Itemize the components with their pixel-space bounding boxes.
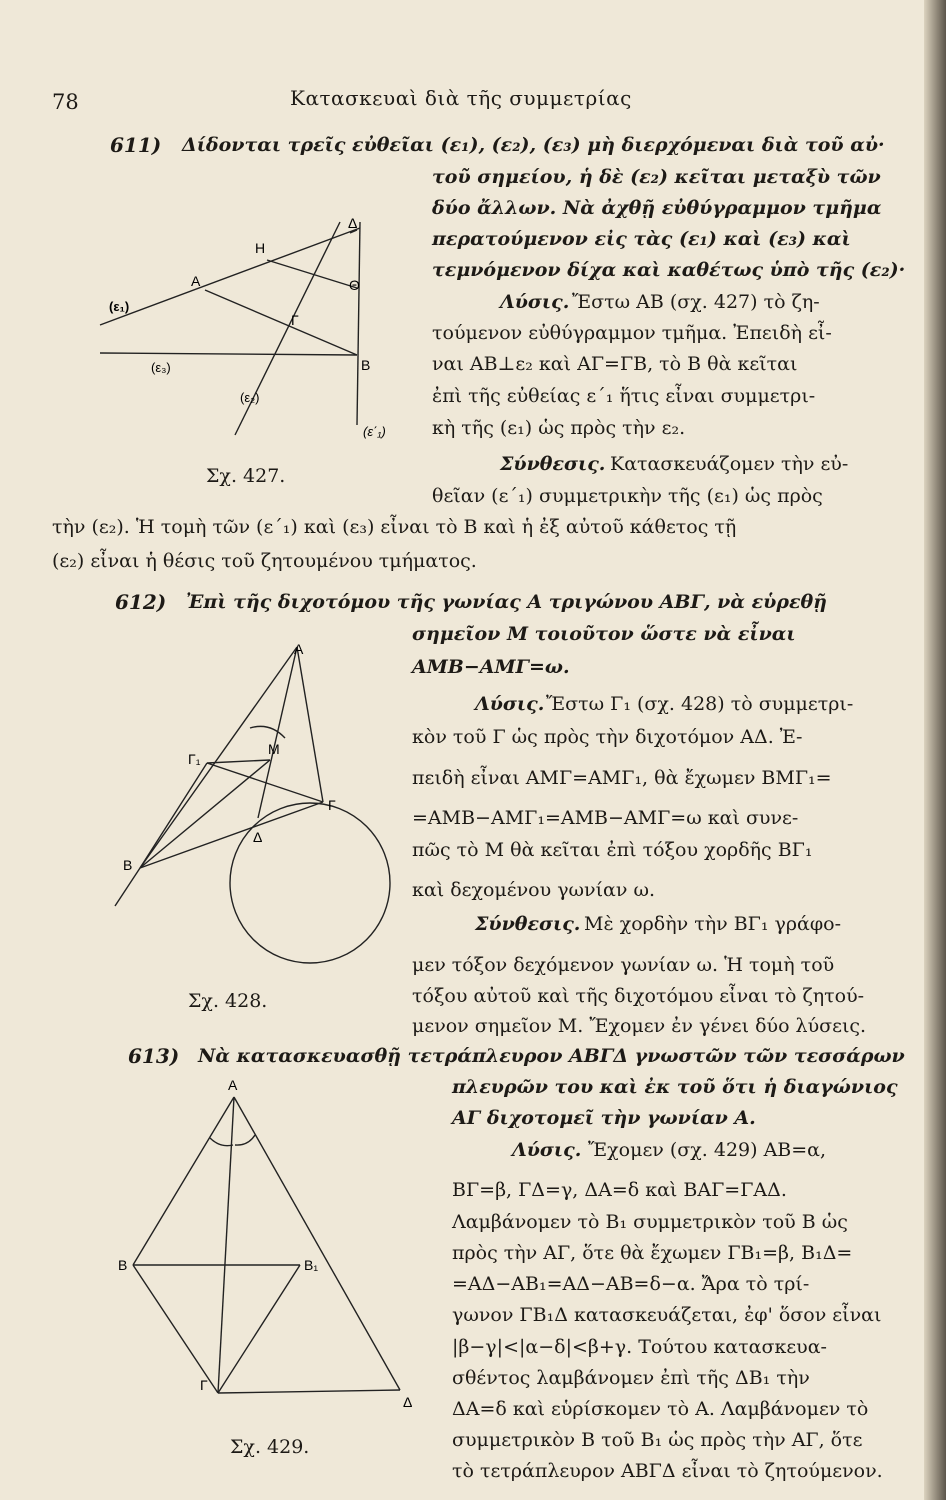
problem-612-solution-line-5: πῶς τὸ Μ θὰ κεῖται ἐπὶ τόξου χορδῆς ΒΓ₁ xyxy=(412,839,813,861)
problem-613-solution-line-6: γωνον ΓΒ₁Δ κατασκευάζεται, ἐφ' ὅσον εἶναι xyxy=(452,1304,882,1326)
fig428-label-G: Γ xyxy=(328,797,336,813)
problem-613-title-line-3: ΑΓ διχοτομεῖ τὴν γωνίαν Α. xyxy=(452,1107,756,1129)
fig427-label-e1-prime: (ε΄₁) xyxy=(363,424,386,439)
side-BG xyxy=(140,802,323,868)
problem-613-title-line-1: Νὰ κατασκευασθῇ τετράπλευρον ΑΒΓΔ γνωστῶν τῶν τεσσάρων xyxy=(198,1045,905,1067)
problem-613-number: 613) xyxy=(128,1044,180,1068)
problem-611-solution-line-5: κὴ τῆς (ε₁) ὡς πρὸς τὴν ε₂. xyxy=(432,417,686,439)
problem-613-solution-line-3: Λαμβάνομεν τὸ Β₁ συμμετρικὸν τοῦ Β ὡς xyxy=(452,1211,848,1233)
figure-428 xyxy=(110,630,405,995)
fig427-label-B: Β xyxy=(361,357,371,373)
page-edge-shadow xyxy=(924,0,946,1500)
problem-611-solution-line-4: ἐπὶ τῆς εὐθείας ε΄₁ ἥτις εἶναι συμμετρι- xyxy=(432,385,816,407)
problem-612-solution-line-3: πειδὴ εἶναι ΑΜΓ=ΑΜΓ₁, θὰ ἔχωμεν ΒΜΓ₁= xyxy=(412,767,832,789)
segment-H-Theta xyxy=(267,260,357,288)
problem-612-title-line-2: σημεῖον Μ τοιοῦτον ὥστε νὰ εἶναι xyxy=(412,623,796,645)
angle-arc-left xyxy=(210,1138,233,1146)
fig427-label-e1: (ε₁) xyxy=(109,299,130,314)
problem-611-solution-line-1: Ἔστω ΑΒ (σχ. 427) τὸ ζη- xyxy=(572,291,820,313)
fig429-label-B: Β xyxy=(118,1257,128,1273)
fig428-label-G1: Γ₁ xyxy=(188,751,201,767)
diagonal-AG xyxy=(218,1097,234,1393)
line-e1-prime xyxy=(357,222,360,425)
figure-429 xyxy=(110,1070,420,1430)
problem-613-solution-line-11: τὸ τετράπλευρον ΑΒΓΔ εἶναι τὸ ζητούμενον. xyxy=(452,1460,883,1482)
fig428-label-A: Α xyxy=(294,641,304,657)
problem-612-synthesis-line-1: Μὲ χορδὴν τὴν ΒΓ₁ γράφο- xyxy=(584,913,842,935)
angle-arc-right xyxy=(235,1135,255,1145)
fig428-label-D: Δ xyxy=(253,829,263,845)
fig427-label-Gamma: Γ xyxy=(291,312,299,328)
problem-612-solution-line-6: καὶ δεχομένου γωνίαν ω. xyxy=(412,879,656,901)
problem-611-synthesis-label: Σύνθεσις. xyxy=(500,453,606,475)
bisector-AD xyxy=(258,647,297,818)
fig429-label-G: Γ xyxy=(200,1377,208,1393)
problem-612-synthesis-line-3: τόξου αὐτοῦ καὶ τῆς διχοτόμου εἶναι τὸ ζητού- xyxy=(412,985,865,1007)
problem-612-solution-line-2: κὸν τοῦ Γ ὡς πρὸς τὴν διχοτόμον ΑΔ. Ἐ- xyxy=(412,726,803,748)
problem-611-number: 611) xyxy=(110,133,162,157)
problem-613-solution-line-5: =ΑΔ−ΑΒ₁=ΑΔ−ΑΒ=δ−α. Ἄρα τὸ τρί- xyxy=(452,1273,810,1295)
problem-613-solution-line-8: σθέντος λαμβάνομεν ἐπὶ τῆς ΔΒ₁ τὴν xyxy=(452,1367,810,1389)
figure-427-caption: Σχ. 427. xyxy=(206,465,286,487)
problem-612-solution-line-4: =ΑΜΒ−ΑΜΓ₁=ΑΜΒ−ΑΜΓ=ω καὶ συνε- xyxy=(412,807,799,829)
problem-613-solution-line-7: |β−γ|<|α−δ|<β+γ. Τούτου κατασκευα- xyxy=(452,1336,827,1358)
problem-611-solution-line-2: τούμενον εὐθύγραμμον τμῆμα. Ἐπειδὴ εἶ- xyxy=(432,322,832,344)
problem-613-solution-line-4: πρὸς τὴν ΑΓ, ὅτε θὰ ἔχωμεν ΓΒ₁=β, Β₁Δ= xyxy=(452,1242,853,1264)
side-GD xyxy=(218,1390,400,1393)
figure-429-caption: Σχ. 429. xyxy=(230,1436,310,1458)
segment-B-G1 xyxy=(140,763,207,868)
fig428-label-M: Μ xyxy=(268,741,280,757)
problem-611-synthesis-line-2: θεῖαν (ε΄₁) συμμετρικὴν τῆς (ε₁) ὡς πρὸς xyxy=(432,485,823,507)
fig429-label-D: Δ xyxy=(403,1394,413,1410)
problem-611-title-line-2: τοῦ σημείου, ἡ δὲ (ε₂) κεῖται μεταξὺ τῶν xyxy=(432,166,881,188)
segment-AB xyxy=(205,290,357,355)
problem-611-title-line-4: περατούμενον εἰς τὰς (ε₁) καὶ (ε₃) καὶ xyxy=(432,228,851,250)
figure-428-caption: Σχ. 428. xyxy=(188,990,268,1012)
problem-613-solution-line-9: ΔΑ=δ καὶ εὑρίσκομεν τὸ Α. Λαμβάνομεν τὸ xyxy=(452,1398,869,1420)
fig427-label-e2: (ε₂) xyxy=(240,390,260,405)
problem-612-synthesis-line-2: μεν τόξον δεχόμενον γωνίαν ω. Ἡ τομὴ τοῦ xyxy=(412,954,835,976)
problem-612-number: 612) xyxy=(115,590,167,614)
problem-613-solution-label: Λύσις. xyxy=(512,1139,582,1161)
side-BG xyxy=(133,1265,218,1393)
extension xyxy=(115,868,140,906)
side-AD xyxy=(234,1097,400,1390)
problem-612-title-line-3: ΑΜΒ−ΑΜΓ=ω. xyxy=(412,656,570,678)
problem-612-solution-label: Λύσις. xyxy=(475,693,545,715)
problem-612-synthesis-label: Σύνθεσις. xyxy=(475,913,581,935)
problem-612-title-line-1: Ἐπὶ τῆς διχοτόμου τῆς γωνίας Α τριγώνου ΑΒΓ, νὰ εὑρεθῇ xyxy=(186,591,827,613)
problem-613-title-line-2: πλευρῶν του καὶ ἐκ τοῦ ὅτι ἡ διαγώνιος xyxy=(452,1076,898,1098)
problem-611-solution-line-3: ναι ΑΒ⊥ε₂ καὶ ΑΓ=ΓΒ, τὸ Β θὰ κεῖται xyxy=(432,353,798,375)
segment-G1-G xyxy=(207,763,323,802)
problem-612-solution-line-1: Ἔστω Γ₁ (σχ. 428) τὸ συμμετρι- xyxy=(546,693,854,715)
problem-613-solution-line-10: συμμετρικὸν Β τοῦ Β₁ ὡς πρὸς τὴν ΑΓ, ὅτε xyxy=(452,1429,863,1451)
line-e3 xyxy=(100,353,357,355)
fig427-label-Delta: Δ xyxy=(348,215,358,231)
fig427-label-Theta: Θ xyxy=(349,277,360,293)
problem-611-synthesis-line-4: (ε₂) εἶναι ἡ θέσις τοῦ ζητουμένου τμήματος. xyxy=(52,550,477,572)
fig429-label-B1: Β₁ xyxy=(304,1257,319,1273)
fig428-label-B: Β xyxy=(123,857,133,873)
fig427-label-A: Α xyxy=(191,273,201,289)
problem-611-synthesis-line-3: τὴν (ε₂). Ἡ τομὴ τῶν (ε΄₁) καὶ (ε₃) εἶναι τὸ Β καὶ ἡ ἐξ αὐτοῦ κάθετος τῇ xyxy=(52,516,737,538)
angle-arc xyxy=(250,726,285,738)
problem-613-solution-line-1: Ἔχομεν (σχ. 429) ΑΒ=α, xyxy=(588,1139,827,1161)
problem-613-solution-line-2: ΒΓ=β, ΓΔ=γ, ΔΑ=δ καὶ ΒΑΓ=ΓΑΔ. xyxy=(452,1179,787,1201)
side-AB xyxy=(140,647,297,868)
problem-611-title-line-1: Δίδονται τρεῖς εὐθεῖαι (ε₁), (ε₂), (ε₃) μὴ διερχόμεναι διὰ τοῦ αὐ· xyxy=(182,134,885,156)
fig427-label-H: Η xyxy=(255,240,266,256)
segment-G-B1 xyxy=(218,1265,300,1393)
problem-611-synthesis-line-1: Κατασκευάζομεν τὴν εὐ- xyxy=(610,453,849,475)
fig429-label-A: Α xyxy=(228,1077,238,1093)
problem-611-title-line-3: δύο ἄλλων. Νὰ ἀχθῇ εὐθύγραμμον τμῆμα xyxy=(432,197,882,219)
problem-611-solution-label: Λύσις. xyxy=(500,291,570,313)
problem-612-synthesis-line-4: μενον σημεῖον Μ. Ἔχομεν ἐν γένει δύο λύσεις. xyxy=(412,1015,867,1037)
running-head: Κατασκευαὶ διὰ τῆς συμμετρίας xyxy=(290,86,632,110)
figure-427 xyxy=(95,210,425,480)
side-AG xyxy=(297,647,323,802)
fig427-label-e3: (ε₃) xyxy=(151,360,171,375)
side-AB xyxy=(133,1097,234,1265)
problem-611-title-line-5: τεμνόμενον δίχα καὶ καθέτως ὑπὸ τῆς (ε₂)· xyxy=(432,259,906,281)
page-number: 78 xyxy=(52,90,79,114)
